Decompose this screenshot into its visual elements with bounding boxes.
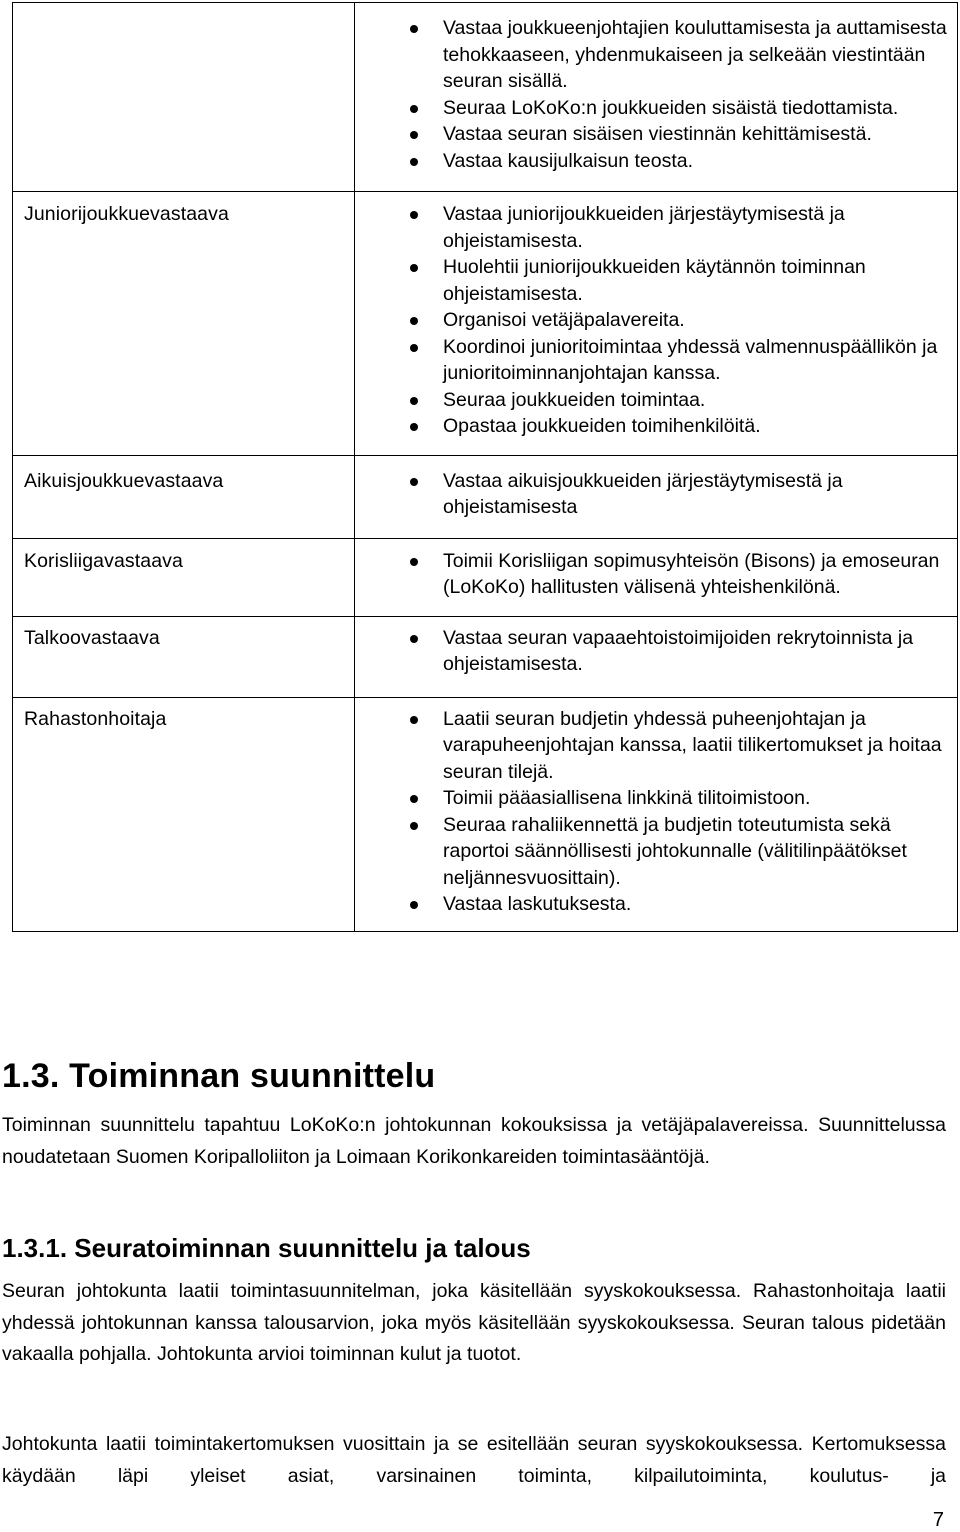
duty-item: Huolehtii juniorijoukkueiden käytännön toiminnan ohjeistamisesta. bbox=[443, 254, 949, 307]
role-cell bbox=[13, 455, 355, 538]
table-row bbox=[13, 192, 958, 456]
role-cell bbox=[13, 538, 355, 616]
duties-list bbox=[355, 539, 957, 616]
duties-cell bbox=[355, 192, 958, 456]
duty-item: Vastaa laskutuksesta. bbox=[443, 891, 949, 918]
table-row bbox=[13, 538, 958, 616]
role-name: Aikuisjoukkuevastaava bbox=[24, 469, 224, 492]
role-name: Juniorijoukkuevastaava bbox=[24, 203, 229, 225]
role-cell bbox=[13, 192, 355, 456]
duty-item: Vastaa juniorijoukkueiden järjestäytymisestä ja ohjeistamisesta. bbox=[443, 201, 949, 254]
duty-item: Opastaa joukkueiden toimihenkilöitä. bbox=[443, 413, 949, 440]
role-cell bbox=[13, 697, 355, 931]
duty-item: Vastaa seuran vapaaehtoistoimijoiden rekrytoinnista ja ohjeistamisesta. bbox=[443, 625, 949, 678]
duties-cell bbox=[355, 616, 958, 697]
table-row bbox=[13, 697, 958, 931]
section-paragraph-1-3-1-b: Johtokunta laatii toimintakertomuksen vuosittain ja se esitellään seuran syyskokouksessa. Kertomuksessa käydään läpi yleiset asiat, varsinainen toiminta, kilpailutoiminta, koulutus- ja bbox=[2, 1433, 946, 1487]
duties-list bbox=[355, 456, 957, 538]
role-cell bbox=[13, 3, 355, 192]
section-paragraph-1-3: Toiminnan suunnittelu tapahtuu LoKoKo:n johtokunnan kokouksissa ja vetäjäpalavereissa. Suunnittelussa noudatetaan Suomen Koripalloliiton ja Loimaan Korikonkareiden toimintasääntöjä. bbox=[2, 1114, 946, 1168]
duty-item: Seuraa LoKoKo:n joukkueiden sisäistä tiedottamista. bbox=[443, 95, 949, 122]
duties-cell bbox=[355, 455, 958, 538]
duty-item: Seuraa joukkueiden toimintaa. bbox=[443, 387, 949, 414]
duties-list bbox=[355, 192, 957, 455]
duties-list bbox=[355, 698, 957, 931]
duties-cell bbox=[355, 697, 958, 931]
section-heading-1-3: 1.3. Toiminnan suunnittelu bbox=[2, 1057, 436, 1095]
duties-cell bbox=[355, 538, 958, 616]
duties-cell bbox=[355, 3, 958, 192]
role-name bbox=[13, 3, 354, 15]
duty-item: Seuraa rahaliikennettä ja budjetin toteutumista sekä raportoi säännöllisesti johtokunnalle (välitilinpäätökset neljännesvuosittain). bbox=[443, 812, 949, 892]
table-row bbox=[13, 616, 958, 697]
duty-item: Toimii Korisliigan sopimusyhteisön (Bisons) ja emoseuran (LoKoKo) hallitusten välisenä yhteishenkilönä. bbox=[443, 548, 949, 601]
table-row bbox=[13, 3, 958, 192]
duty-item: Laatii seuran budjetin yhdessä puheenjohtajan ja varapuheenjohtajan kanssa, laatii tilikertomukset ja hoitaa seuran tilejä. bbox=[443, 706, 949, 786]
role-cell bbox=[13, 616, 355, 697]
role-name: Rahastonhoitaja bbox=[24, 707, 167, 730]
section-heading-1-3-1: 1.3.1. Seuratoiminnan suunnittelu ja talous bbox=[2, 1233, 531, 1263]
duty-item: Vastaa joukkueenjohtajien kouluttamisesta ja auttamisesta tehokkaaseen, yhdenmukaiseen ja selkeään viestintään seuran sisällä. bbox=[443, 15, 949, 95]
section-paragraph-1-3-1-a: Seuran johtokunta laatii toimintasuunnitelman, joka käsitellään syyskokouksessa. Rahastonhoitaja laatii yhdessä johtokunnan kanssa talousarvion, joka myös käsitellään syyskokouksessa. Seuran talous pidetään vakaalla pohjalla. Johtokunta arvioi toiminnan kulut ja tuotot. bbox=[2, 1280, 946, 1365]
duty-item: Organisoi vetäjäpalavereita. bbox=[443, 307, 949, 334]
duties-list bbox=[355, 3, 957, 191]
page-number: 7 bbox=[932, 1509, 944, 1531]
duty-item: Vastaa kausijulkaisun teosta. bbox=[443, 148, 949, 175]
duty-item: Toimii pääasiallisena linkkinä tilitoimistoon. bbox=[443, 785, 949, 812]
duty-item: Koordinoi junioritoimintaa yhdessä valmennuspäällikön ja junioritoiminnanjohtajan kanssa. bbox=[443, 334, 949, 387]
roles-table bbox=[12, 2, 958, 932]
duty-item: Vastaa aikuisjoukkueiden järjestäytymisestä ja ohjeistamisesta bbox=[443, 468, 949, 521]
table-row bbox=[13, 455, 958, 538]
duty-item: Vastaa seuran sisäisen viestinnän kehittämisestä. bbox=[443, 121, 949, 148]
role-name: Talkoovastaava bbox=[24, 626, 160, 649]
duties-list bbox=[355, 617, 957, 697]
role-name: Korisliigavastaava bbox=[24, 549, 183, 572]
